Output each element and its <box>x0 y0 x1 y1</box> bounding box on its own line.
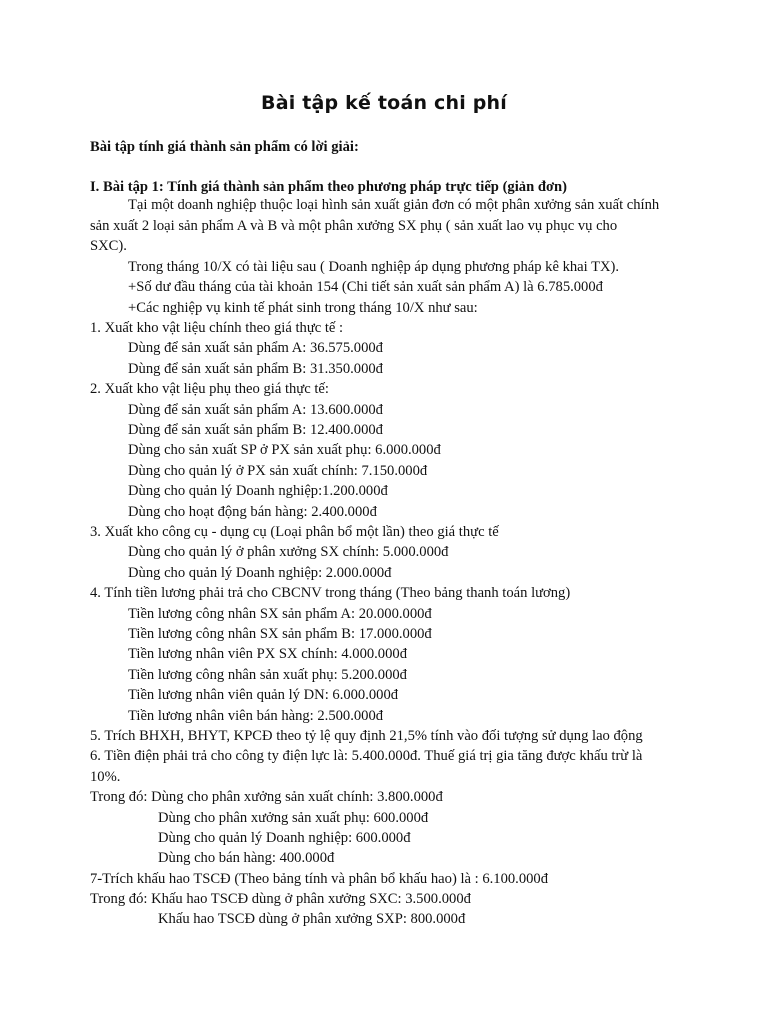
list-item: Dùng cho phân xưởng sản xuất phụ: 600.000đ <box>158 810 429 826</box>
list-item: Dùng cho sản xuất SP ở PX sản xuất phụ: 6.000.000đ <box>128 442 441 458</box>
page-title: Bài tập kế toán chi phí <box>261 92 507 114</box>
list-item: Tiền lương công nhân sản xuất phụ: 5.200.000đ <box>128 667 407 683</box>
list-item: Dùng cho quản lý Doanh nghiệp: 2.000.000đ <box>128 565 392 581</box>
subtitle: Bài tập tính giá thành sản phẩm có lời giải: <box>90 139 359 155</box>
list-item: Dùng để sản xuất sản phẩm A: 36.575.000đ <box>128 340 383 356</box>
list-item: Dùng để sản xuất sản phẩm B: 31.350.000đ <box>128 361 383 377</box>
list-item: Dùng cho quản lý Doanh nghiệp:1.200.000đ <box>128 483 388 499</box>
paragraph-line: 10%. <box>90 769 121 785</box>
list-item: Tiền lương nhân viên quản lý DN: 6.000.000đ <box>128 687 399 703</box>
list-item: Trong đó: Khấu hao TSCĐ dùng ở phân xưởng SXC: 3.500.000đ <box>90 891 471 907</box>
paragraph-line: Tại một doanh nghiệp thuộc loại hình sản xuất giản đơn có một phân xưởng sản xuất chính <box>128 197 660 213</box>
paragraph-line: sản xuất 2 loại sản phẩm A và B và một phân xưởng SX phụ ( sản xuất lao vụ phục vụ cho <box>90 218 618 234</box>
list-item-heading: 3. Xuất kho công cụ - dụng cụ (Loại phân bổ một lần) theo giá thực tế <box>90 524 499 540</box>
list-item: Khấu hao TSCĐ dùng ở phân xưởng SXP: 800.000đ <box>158 911 466 927</box>
list-item: Dùng để sản xuất sản phẩm A: 13.600.000đ <box>128 402 383 418</box>
list-item: Dùng cho quản lý ở PX sản xuất chính: 7.150.000đ <box>128 463 428 479</box>
paragraph-line: Trong tháng 10/X có tài liệu sau ( Doanh nghiệp áp dụng phương pháp kê khai TX). <box>128 259 620 275</box>
list-item: Dùng cho quản lý ở phân xưởng SX chính: 5.000.000đ <box>128 544 449 560</box>
list-item: Tiền lương công nhân SX sản phẩm B: 17.000.000đ <box>128 626 432 642</box>
list-item-heading: 6. Tiền điện phải trả cho công ty điện lực là: 5.400.000đ. Thuế giá trị gia tăng được khấu trừ là <box>90 748 643 764</box>
list-item: Tiền lương nhân viên bán hàng: 2.500.000đ <box>128 708 384 724</box>
list-item: Tiền lương công nhân SX sản phẩm A: 20.000.000đ <box>128 606 432 622</box>
list-item: Dùng cho quản lý Doanh nghiệp: 600.000đ <box>158 830 411 846</box>
list-item: Dùng cho hoạt động bán hàng: 2.400.000đ <box>128 504 377 520</box>
list-item-heading: 2. Xuất kho vật liệu phụ theo giá thực tế: <box>90 381 329 397</box>
list-item-heading: 7-Trích khấu hao TSCĐ (Theo bảng tính và phân bổ khấu hao) là : 6.100.000đ <box>90 871 549 887</box>
list-item-heading: 1. Xuất kho vật liệu chính theo giá thực tế : <box>90 320 344 336</box>
list-item: Tiền lương nhân viên PX SX chính: 4.000.000đ <box>128 646 407 662</box>
list-item-heading: 4. Tính tiền lương phải trả cho CBCNV trong tháng (Theo bảng thanh toán lương) <box>90 585 571 601</box>
paragraph-line: +Số dư đầu tháng của tài khoản 154 (Chi tiết sản xuất sản phẩm A) là 6.785.000đ <box>128 279 603 295</box>
list-item: Trong đó: Dùng cho phân xưởng sản xuất chính: 3.800.000đ <box>90 789 443 805</box>
list-item-heading: 5. Trích BHXH, BHYT, KPCĐ theo tỷ lệ quy định 21,5% tính vào đối tượng sử dụng lao động <box>90 728 643 744</box>
paragraph-line: SXC). <box>90 238 127 254</box>
list-item: Dùng để sản xuất sản phẩm B: 12.400.000đ <box>128 422 383 438</box>
exercise-heading: I. Bài tập 1: Tính giá thành sản phẩm theo phương pháp trực tiếp (giản đơn) <box>90 179 568 195</box>
list-item: Dùng cho bán hàng: 400.000đ <box>158 850 335 866</box>
paragraph-line: +Các nghiệp vụ kinh tế phát sinh trong tháng 10/X như sau: <box>128 300 478 316</box>
